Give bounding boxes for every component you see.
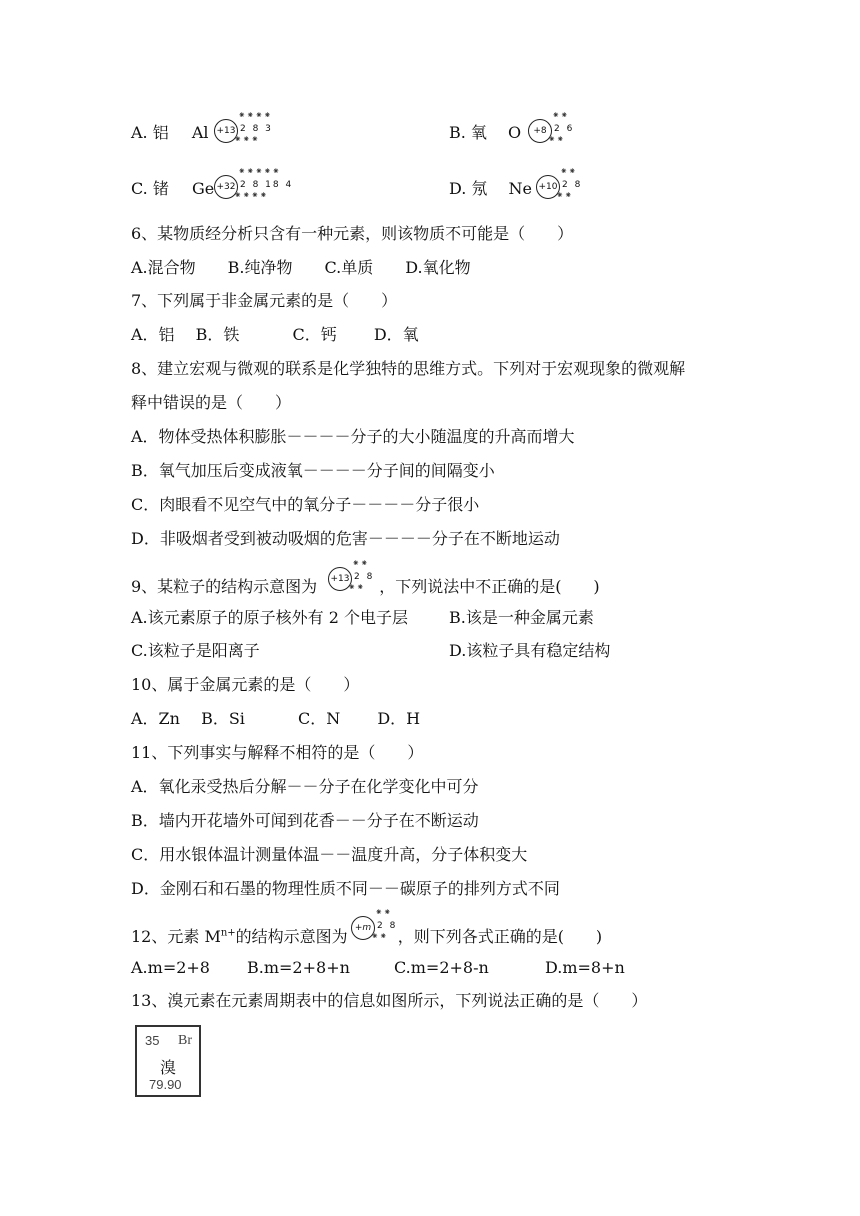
q8-stem-line-1: 8、建立宏观与微观的联系是化学独特的思维方式。下列对于宏观现象的微观解 xyxy=(131,359,686,378)
atomic-mass: 79.90 xyxy=(149,1077,182,1092)
q11-stem: 11、下列事实与解释不相符的是（ ） xyxy=(131,743,424,762)
q5-option-d-symbol: Ne xyxy=(508,179,532,198)
electron-shells: 2 8 xyxy=(377,921,398,931)
q8-option-b: B．氧气加压后变成液氧－－－－分子间的间隔变小 xyxy=(131,461,495,480)
nucleus: +m xyxy=(351,916,375,940)
q5-option-b-symbol: O xyxy=(508,123,522,142)
nucleus: +32 xyxy=(214,175,238,199)
q8-option-d: D．非吸烟者受到被动吸烟的危害－－－－分子在不断地运动 xyxy=(131,529,560,548)
q9-option-d: D.该粒子具有稳定结构 xyxy=(449,641,611,660)
q5-option-c-label: C. 锗 xyxy=(131,179,169,198)
q5-option-b-label: B. 氧 xyxy=(449,123,487,142)
q12-charge: n+ xyxy=(220,927,236,939)
q5-option-a xyxy=(131,123,209,143)
q9-option-c: C.该粒子是阳离子 xyxy=(131,641,260,660)
q11-option-c: C．用水银体温计测量体温－－温度升高，分子体积变大 xyxy=(131,845,528,864)
q5-option-a-label: A. 铝 xyxy=(131,123,169,142)
q12-stem-mid: 的结构示意图为 xyxy=(235,927,348,946)
q8-option-a: A．物体受热体积膨胀－－－－分子的大小随温度的升高而增大 xyxy=(131,427,575,446)
q5-option-c xyxy=(131,179,214,199)
q12-option-b: B.m=2+8+n xyxy=(247,958,350,977)
q5-option-d-label: D. 氖 xyxy=(449,179,488,198)
q10-stem: 10、属于金属元素的是（ ） xyxy=(131,675,360,694)
electron-shells: 2 8 3 xyxy=(240,124,273,134)
atomic-number: 35 xyxy=(145,1033,160,1048)
nucleus: +13 xyxy=(214,119,238,143)
q8-option-c: C．肉眼看不见空气中的氧分子－－－－分子很小 xyxy=(131,495,480,514)
element-symbol: Br xyxy=(178,1033,192,1048)
q9-stem-pre: 9、某粒子的结构示意图为 xyxy=(131,577,318,596)
electron-shells: 2 8 18 4 xyxy=(240,180,294,190)
q13-stem: 13、溴元素在元素周期表中的信息如图所示，下列说法正确的是（ ） xyxy=(131,991,648,1010)
q5-option-d xyxy=(449,179,532,199)
q9-option-b: B.该是一种金属元素 xyxy=(449,608,594,627)
q12-stem-post: ，则下列各式正确的是( ) xyxy=(397,927,603,946)
periodic-table-cell xyxy=(135,1025,201,1097)
q12-stem-pre: 12、元素 M xyxy=(131,927,221,946)
q6-stem: 6、某物质经分析只含有一种元素，则该物质不可能是（ ） xyxy=(131,224,574,243)
electron-shells: 2 8 xyxy=(562,180,583,190)
q12-option-d: D.m=8+n xyxy=(545,958,625,977)
q9-option-a: A.该元素原子的原子核外有 2 个电子层 xyxy=(131,608,408,627)
electron-shells: 2 6 xyxy=(554,124,575,134)
q11-option-b: B．墙内开花墙外可闻到花香－－分子在不断运动 xyxy=(131,811,479,830)
nucleus: +10 xyxy=(536,175,560,199)
q12-option-a: A.m=2+8 xyxy=(131,958,210,977)
q11-option-a: A．氧化汞受热后分解－－分子在化学变化中可分 xyxy=(131,777,479,796)
nucleus: +13 xyxy=(328,567,352,591)
q12-option-c: C.m=2+8-n xyxy=(394,958,489,977)
q6-options: A.混合物 B.纯净物 C.单质 D.氧化物 xyxy=(131,258,471,277)
q7-stem: 7、下列属于非金属元素的是（ ） xyxy=(131,291,398,310)
q5-option-c-symbol: Ge xyxy=(191,179,215,198)
q7-options: A．铝 B．铁 C．钙 D．氧 xyxy=(131,325,419,344)
q5-option-b xyxy=(449,123,521,143)
q9-stem-post: ，下列说法中不正确的是( ) xyxy=(379,577,600,596)
element-name: 溴 xyxy=(159,1060,176,1077)
q11-option-d: D．金刚石和石墨的物理性质不同－－碳原子的排列方式不同 xyxy=(131,879,560,898)
q10-options: A．Zn B．Si C．N D．H xyxy=(131,709,421,728)
electron-shells: 2 8 xyxy=(354,572,375,582)
q8-stem-line-2: 释中错误的是（ ） xyxy=(131,393,292,412)
q5-option-a-symbol: Al xyxy=(191,123,209,142)
nucleus: +8 xyxy=(528,119,552,143)
